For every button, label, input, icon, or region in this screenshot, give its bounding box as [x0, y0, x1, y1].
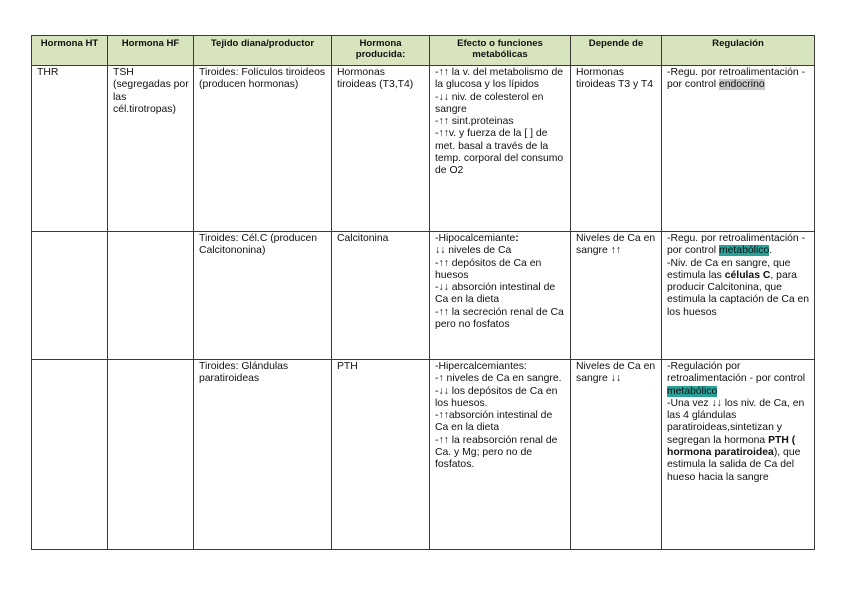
efecto-line: -↑↑absorción intestinal de Ca en la dieta: [435, 410, 553, 434]
cell-ht: [32, 232, 108, 360]
regulacion-text: ), que estimula la salida de Ca del hueso hacia la sangre: [667, 447, 801, 483]
efecto-title-line: [435, 233, 566, 245]
cell-efecto: [430, 66, 571, 232]
cell-hf: [108, 360, 194, 550]
header-depende: Depende de: [571, 36, 662, 66]
cell-regulacion: [662, 232, 815, 360]
cell-tejido: Tiroides: Cél.C (producen Calcitononina): [194, 232, 332, 360]
header-hormona-hf: Hormona HF: [108, 36, 194, 66]
cell-tejido: Tiroides: Folículos tiroideos (producen hormonas): [194, 66, 332, 232]
table-row: [32, 232, 815, 360]
cell-hf: [108, 232, 194, 360]
header-regulacion: Regulación: [662, 36, 815, 66]
efecto-title: -Hipocalcemiante: [435, 233, 516, 244]
cell-producida: Hormonas tiroideas (T3,T4): [332, 66, 430, 232]
cell-producida: PTH: [332, 360, 430, 550]
efecto-line: -↓↓ absorción intestinal de Ca en la dieta: [435, 282, 556, 306]
cell-regulacion: [662, 360, 815, 550]
efecto-line: -↑↑ depósitos de Ca en huesos: [435, 257, 542, 281]
cell-ht: [32, 360, 108, 550]
table-row: [32, 360, 815, 550]
regulacion-text: -Regulación por retroalimentación - por control: [667, 361, 806, 385]
highlight-metabolico: metabólico: [718, 245, 770, 257]
regulacion-bold: células C: [724, 269, 771, 281]
regulacion-text: .: [769, 245, 773, 257]
cell-depende: Niveles de Ca en sangre ↓↓: [571, 360, 662, 550]
regulacion-bold: PTH ( hormona paratiroidea: [667, 434, 796, 459]
efecto-line: -↓↓ niv. de colesterol en sangre: [435, 91, 544, 115]
regulacion-text: , para producir Calcitonina, que estimula la captación de Ca en los huesos: [667, 269, 810, 318]
highlight-metabolico: metabólico: [667, 385, 718, 397]
efecto-line: -↑↑ sint.proteinas: [435, 116, 514, 128]
regulacion-line: [667, 398, 810, 484]
hormone-table: [31, 35, 815, 550]
efecto-colon: :: [515, 233, 519, 244]
efecto-line: -↑↑ la secreción renal de Ca pero no fosfatos: [435, 306, 564, 331]
efecto-line: -↓↓ los depósitos de Ca en los huesos.: [435, 385, 558, 409]
cell-efecto: [430, 232, 571, 360]
efecto-line: -↑↑ la reabsorción renal de Ca. y Mg; pero no de fosfatos.: [435, 434, 558, 471]
cell-regulacion: [662, 66, 815, 232]
efecto-line: ↓↓ niveles de Ca: [435, 245, 512, 257]
table-row: [32, 66, 815, 232]
cell-hf: TSH (segregadas por las cél.tirotropas): [108, 66, 194, 232]
cell-tejido: Tiroides: Glándulas paratiroideas: [194, 360, 332, 550]
regulacion-text: -Regu. por retroalimentación - por control: [667, 233, 806, 257]
header-row: [32, 36, 815, 66]
efecto-line: -↑↑ la v. del metabolismo de la glucosa y los lípidos: [435, 67, 564, 91]
header-tejido: Tejido diana/productor: [194, 36, 332, 66]
regulacion-text: -Una vez ↓↓ los niv. de Ca, en las 4 glándulas paratiroideas,sintetizan y segregan la hormona: [667, 397, 805, 446]
cell-depende: Hormonas tiroideas T3 y T4: [571, 66, 662, 232]
cell-depende: Niveles de Ca en sangre ↑↑: [571, 232, 662, 360]
cell-efecto: [430, 360, 571, 550]
cell-ht: THR: [32, 66, 108, 232]
header-efecto: Efecto o funciones metabólicas: [430, 36, 571, 66]
regulacion-line: [667, 258, 810, 319]
regulacion-text: -Niv. de Ca en sangre, que estimula las: [667, 257, 791, 281]
efecto-line: -Hipercalcemiantes:: [435, 361, 527, 372]
header-hormona-ht: Hormona HT: [32, 36, 108, 66]
highlight-endocrino: endocrino: [718, 79, 765, 91]
efecto-line: -↑↑v. y fuerza de la [ ] de met. basal a través de la temp. corporal del consumo de O2: [435, 128, 564, 177]
regulacion-text: -Regu. por retroalimentación - por control: [667, 67, 806, 91]
efecto-line: -↑ niveles de Ca en sangre.: [435, 373, 562, 385]
header-producida: Hormona producida:: [332, 36, 430, 66]
cell-producida: Calcitonina: [332, 232, 430, 360]
